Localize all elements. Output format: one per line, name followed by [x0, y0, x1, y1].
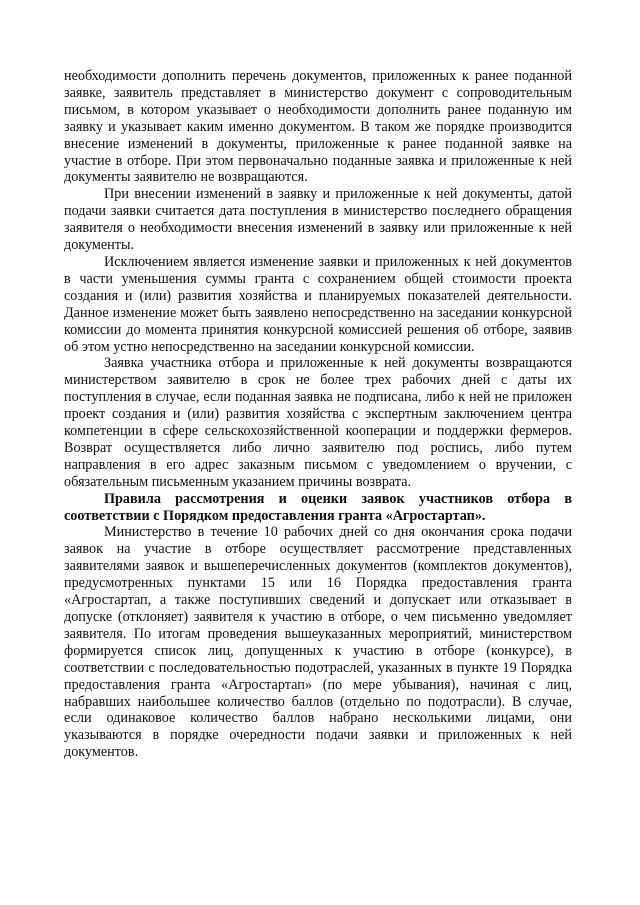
- paragraph-exception: Исключением является изменение заявки и приложенных к ней документов в части уменьшения суммы гранта с сохранением общей стоимости проекта создания и (или) развития хозяйства и планируемых показателей деятельности. Данное изменение может быть заявлено непосредственно на заседании конкурсной комиссии до момента принятия конкурсной комиссией решения об отборе, заявив об этом устно непосредственно на заседании конкурсной комиссии.: [64, 253, 572, 355]
- paragraph-continuation: необходимости дополнить перечень документов, приложенных к ранее поданной заявке, заявитель представляет в министерство документ с сопроводительным письмом, в котором указывает о необходимости дополнить ранее поданную им заявку и указывает каким именно документом. В таком же порядке производится внесение изменений в документы, приложенные к ранее поданной заявке на участие в отборе. При этом первоначально поданные заявка и приложенные к ней документы заявителю не возвращаются.: [64, 68, 572, 186]
- paragraph-changes-date: При внесении изменений в заявку и приложенные к ней документы, датой подачи заявки считается дата поступления в министерство последнего обращения заявителя о необходимости внесения изменений в заявку или приложенные к ней документы.: [64, 186, 572, 254]
- section-heading: Правила рассмотрения и оценки заявок участников отбора в соответствии с Порядком предоставления гранта «Агростартап».: [64, 490, 572, 524]
- document-body: [64, 68, 572, 761]
- paragraph-review: Министерство в течение 10 рабочих дней со дня окончания срока подачи заявок на участие в отборе осуществляет рассмотрение представленных заявителями заявок и вышеперечисленных документов (комплектов документов), предусмотренных пунктами 15 или 16 Порядка предоставления гранта «Агростартап, а также поступивших сведений и допускает или отказывает в допуске (отклоняет) заявителя к участию в отборе, о чем письменно уведомляет заявителя. По итогам проведения вышеуказанных мероприятий, министерством формируется список лиц, допущенных к участию в отборе (конкурсе), в соответствии с последовательностью подотраслей, указанных в пункте 19 Порядка предоставления гранта «Агростартап» (по мере убывания), начиная с лиц, набравших наибольшее количество баллов (отдельно по подотрасли). В случае, если одинаковое количество баллов набрано несколькими лицами, они указываются в порядке очередности подачи заявки и приложенных к ней документов.: [64, 524, 572, 761]
- paragraph-return: Заявка участника отбора и приложенные к ней документы возвращаются министерством заявителю в срок не более трех рабочих дней с даты их поступления в случае, если поданная заявка не подписана, либо к ней не приложен проект создания и (или) развития хозяйства с экспертным заключением центра компетенции в сфере сельскохозяйственной кооперации и поддержки фермеров. Возврат осуществляется либо лично заявителю под роспись, либо путем направления в его адрес заказным письмом с уведомлением о вручении, с обязательным письменным указанием причины возврата.: [64, 355, 572, 490]
